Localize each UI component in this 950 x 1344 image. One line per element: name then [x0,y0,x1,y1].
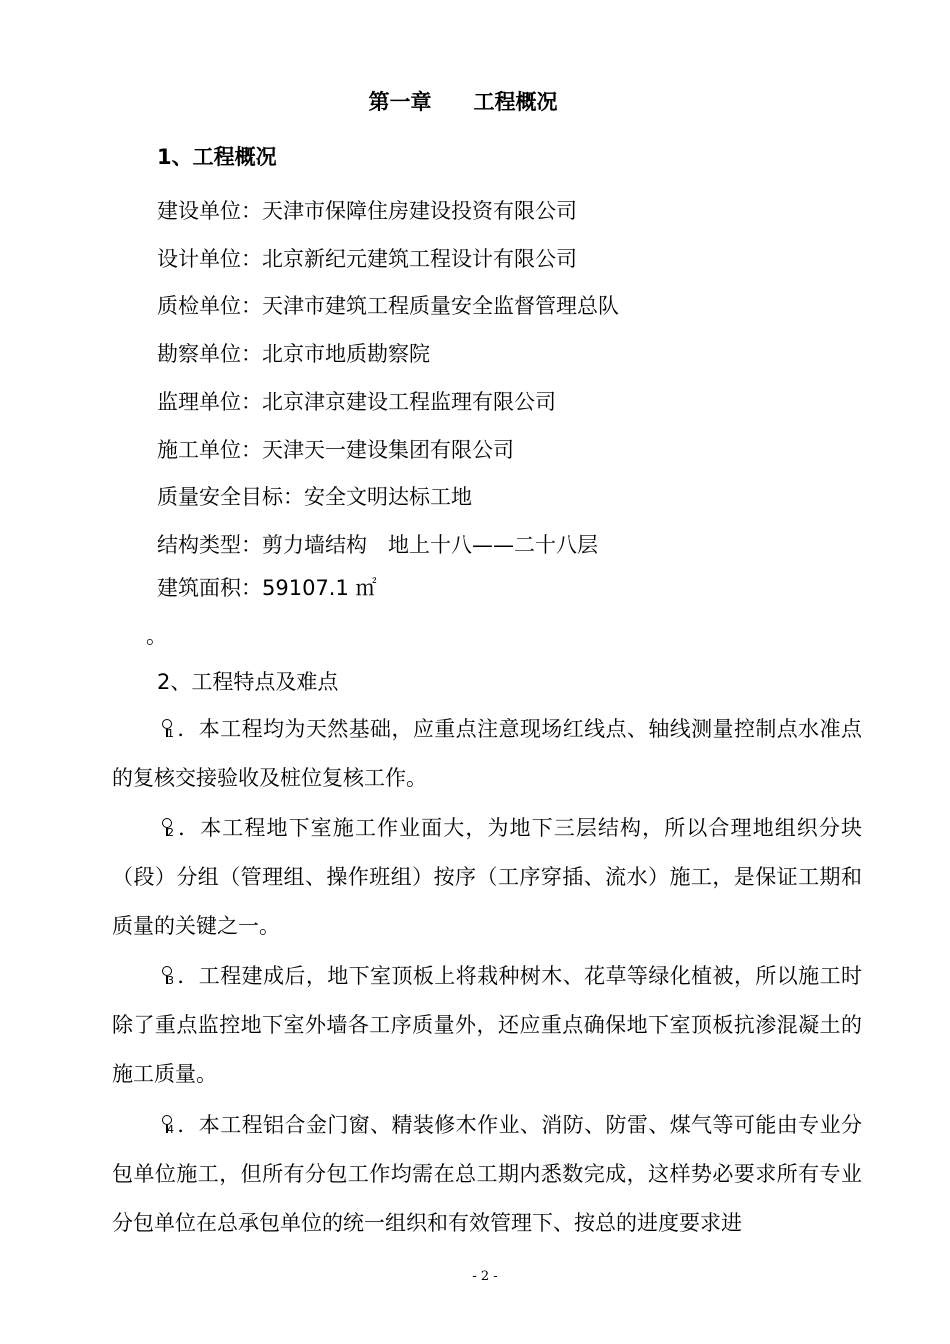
info-line-supervision-unit: 监理单位：北京津京建设工程监理有限公司 [157,390,556,414]
page-number: - 2 - [472,1269,498,1284]
point-2-text: ．本工程地下室施工作业面大，为地下三层结构，所以合理地组织分块（段）分组（管理组、操作班组）按序（工序穿插、流水）施工，是保证工期和质量的关键之一。 [112,816,862,938]
point-4-text: ．本工程铝合金门窗、精装修木作业、消防、防雷、煤气等可能由专业分包单位施工，但所有分包工作均需在总工期内悉数完成，这样势必要求所有专业分包单位在总承包单位的统一组织和有效管理下、按总的进度要求进 [112,1113,862,1235]
list-marker [159,718,177,739]
info-line-design-unit: 设计单位：北京新纪元建筑工程设计有限公司 [157,247,577,271]
point-3-paragraph [112,952,862,1099]
list-marker-number: 3 [167,974,174,987]
section-1-heading: 1、工程概况 [157,145,277,169]
chapter-title: 第一章 工程概况 [368,90,558,114]
list-marker-number: 1 [167,727,174,740]
info-line-building-area: 建筑面积：59107.1 ㎡ [157,576,377,600]
point-2-paragraph [112,804,862,951]
list-marker [159,817,177,838]
point-3-text: ．工程建成后，地下室顶板上将栽种树木、花草等绿化植被，所以施工时除了重点监控地下室外墙各工序质量外，还应重点确保地下室顶板抗渗混凝土的施工质量。 [112,964,862,1086]
info-line-survey-unit: 勘察单位：北京市地质勘察院 [157,342,430,366]
point-1-paragraph [112,705,862,803]
point-4-paragraph [112,1101,862,1248]
list-marker-number: 2 [167,826,174,839]
list-marker [159,1114,177,1135]
info-line-inspection-unit: 质检单位：天津市建筑工程质量安全监督管理总队 [157,294,619,318]
info-line-structure-type: 结构类型：剪力墙结构 地上十八——二十八层 [157,533,598,557]
point-1-text: ．本工程均为天然基础，应重点注意现场红线点、轴线测量控制点水准点的复核交接验收及桩位复核工作。 [112,717,862,790]
stray-punctuation: 。 [146,624,167,648]
info-line-quality-goal: 质量安全目标：安全文明达标工地 [157,485,472,509]
section-2-heading: 2、工程特点及难点 [157,670,339,694]
list-marker [159,965,177,986]
list-marker-number: 4 [167,1123,174,1136]
info-line-construction-unit: 建设单位：天津市保障住房建设投资有限公司 [157,199,577,223]
info-line-contractor: 施工单位：天津天一建设集团有限公司 [157,438,514,462]
